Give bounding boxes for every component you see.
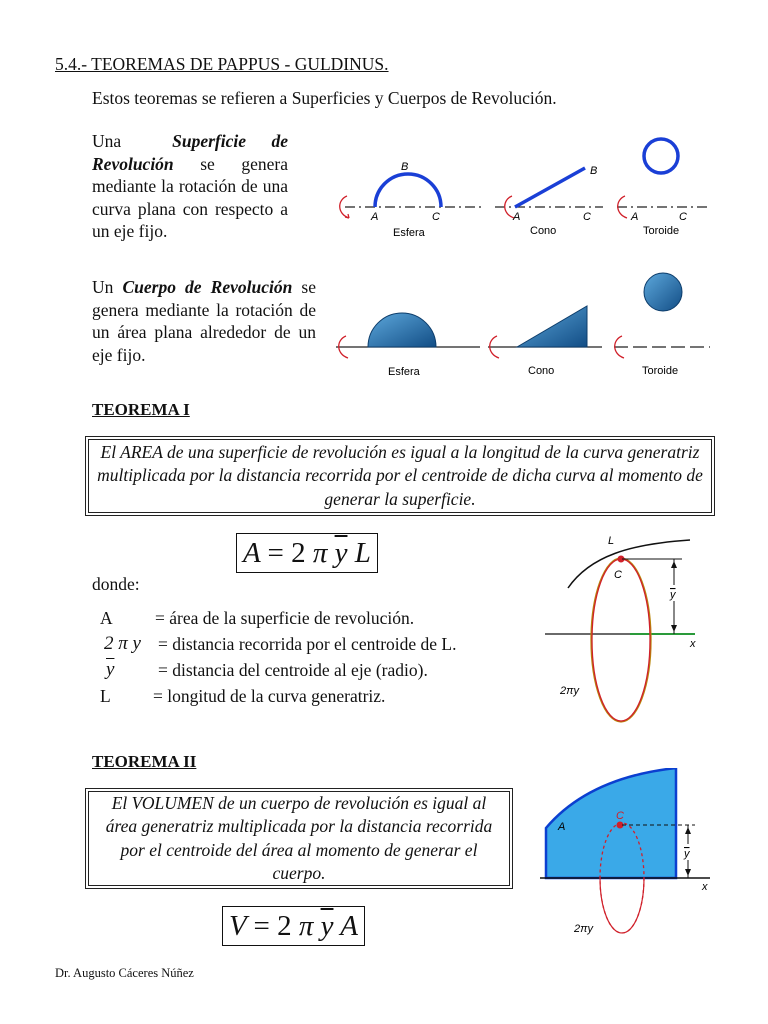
surface-rest: se genera mediante la rotación de una curva plana con respecto a un eje fijo. [92, 153, 288, 241]
theorem1-statement: El AREA de una superficie de revolución es igual a la longitud de la curva generatriz multiplicada por la distancia recorrida por el centroide de dicha curva al momento de generar la superficie. [88, 439, 712, 513]
surface-cone-B: B [590, 165, 598, 177]
section-title [55, 54, 389, 75]
definition-2piy-symbol: 2 π y [104, 633, 141, 654]
surface-torus-C: C [679, 211, 687, 223]
theorem2-figure [540, 768, 715, 948]
surface-term: Superficie de Revolución [92, 131, 289, 174]
formula2-two: 2 [277, 910, 292, 942]
theorem2-fig-A: A [558, 821, 566, 833]
formula1-ybar: $\overline{y}$ [334, 537, 348, 569]
formula1-pi: π [312, 537, 328, 569]
formula2-pi: π [298, 910, 314, 942]
surface-cone-figure [495, 165, 603, 237]
solid-figures [330, 268, 714, 380]
surface-sphere-B: B [401, 161, 409, 173]
surface-lead: Una [92, 131, 122, 151]
theorem1-heading: TEOREMA I [92, 400, 190, 419]
surface-paragraph [92, 130, 288, 243]
solid-term: Cuerpo de Revolución [122, 277, 293, 297]
definition-A-text: = área de la superficie de revolución. [155, 608, 415, 628]
surface-sphere-A: A [371, 211, 379, 223]
formula1-two: 2 [291, 537, 306, 569]
definition-2piy [100, 631, 530, 657]
surface-torus-A: A [631, 211, 639, 223]
formula2-rhs: A [340, 910, 358, 942]
surface-cone-label: Cono [530, 225, 557, 237]
definition-L [100, 683, 530, 709]
solid-rest: se genera mediante la rotación de un área plana alrededor de un eje fijo. [92, 277, 316, 365]
definition-2piy-text: = distancia recorrida por el centroide de L. [158, 634, 457, 654]
theorem1-fig-2piy: 2πy [560, 685, 579, 697]
theorem1-fig-y: y [670, 589, 676, 601]
theorem1-statement-box [85, 436, 715, 516]
solid-lead: Un [92, 277, 114, 297]
theorem1-figure [540, 530, 715, 730]
formula2-eq: = [253, 910, 270, 942]
theorem2-fig-C: C [616, 810, 624, 822]
solid-cone-label: Cono [528, 365, 555, 377]
theorem2-heading: TEOREMA II [92, 752, 197, 771]
theorem2-statement: El VOLUMEN de un cuerpo de revolución es igual al área generatriz multiplicada por la distancia recorrida por el centroide del área al momento de generar el cuerpo. [88, 791, 510, 886]
definition-A-symbol: A [100, 608, 113, 628]
surface-sphere-C: C [432, 211, 440, 223]
surface-cone-A: A [513, 211, 521, 223]
theorem1-fig-L: L [608, 535, 615, 547]
formula1-eq: = [267, 537, 284, 569]
theorem2-fig-y: y [684, 848, 690, 860]
theorem2-formula [222, 906, 365, 946]
formula2-lhs: V [229, 910, 247, 942]
solid-sphere-label: Esfera [388, 366, 420, 378]
theorem1-fig-x: x [690, 638, 696, 650]
theorem2-fig-2piy: 2πy [574, 923, 593, 935]
solid-cone-figure [488, 306, 602, 377]
definition-L-text: = longitud de la curva generatriz. [153, 686, 386, 706]
definition-A [100, 605, 530, 631]
theorem2-fig-x: x [702, 881, 708, 893]
theorem1-formula [236, 533, 378, 573]
intro-text: Estos teoremas se refieren a Superficies y Cuerpos de Revolución. [92, 88, 557, 108]
definition-ybar-text: = distancia del centroide al eje (radio). [158, 660, 428, 680]
solid-sphere-figure [336, 313, 480, 378]
surface-figures [335, 130, 715, 242]
theorem2-statement-box [85, 788, 513, 889]
definitions-list [100, 605, 530, 709]
surface-torus-figure [617, 139, 707, 237]
formula2-ybar: $\overline{y}$ [320, 910, 334, 942]
surface-torus-label: Toroide [643, 225, 680, 237]
donde-label: donde: [92, 574, 140, 594]
definition-ybar [100, 657, 530, 683]
definition-ybar-symbol: $\overline{y}$ [106, 659, 115, 680]
surface-sphere-figure [340, 161, 485, 239]
formula1-lhs: A [243, 537, 261, 569]
definition-L-symbol: L [100, 686, 111, 706]
theorem1-fig-C: C [614, 569, 622, 581]
footer-author: Dr. Augusto Cáceres Núñez [55, 966, 194, 980]
solid-torus-label: Toroide [642, 365, 679, 377]
solid-paragraph [92, 276, 316, 366]
surface-cone-C: C [583, 211, 591, 223]
surface-sphere-label: Esfera [393, 227, 425, 239]
section-title-text: 5.4.- TEOREMAS DE PAPPUS - GULDINUS. [55, 54, 389, 74]
solid-torus-figure [614, 273, 710, 377]
formula1-rhs: L [354, 537, 371, 569]
